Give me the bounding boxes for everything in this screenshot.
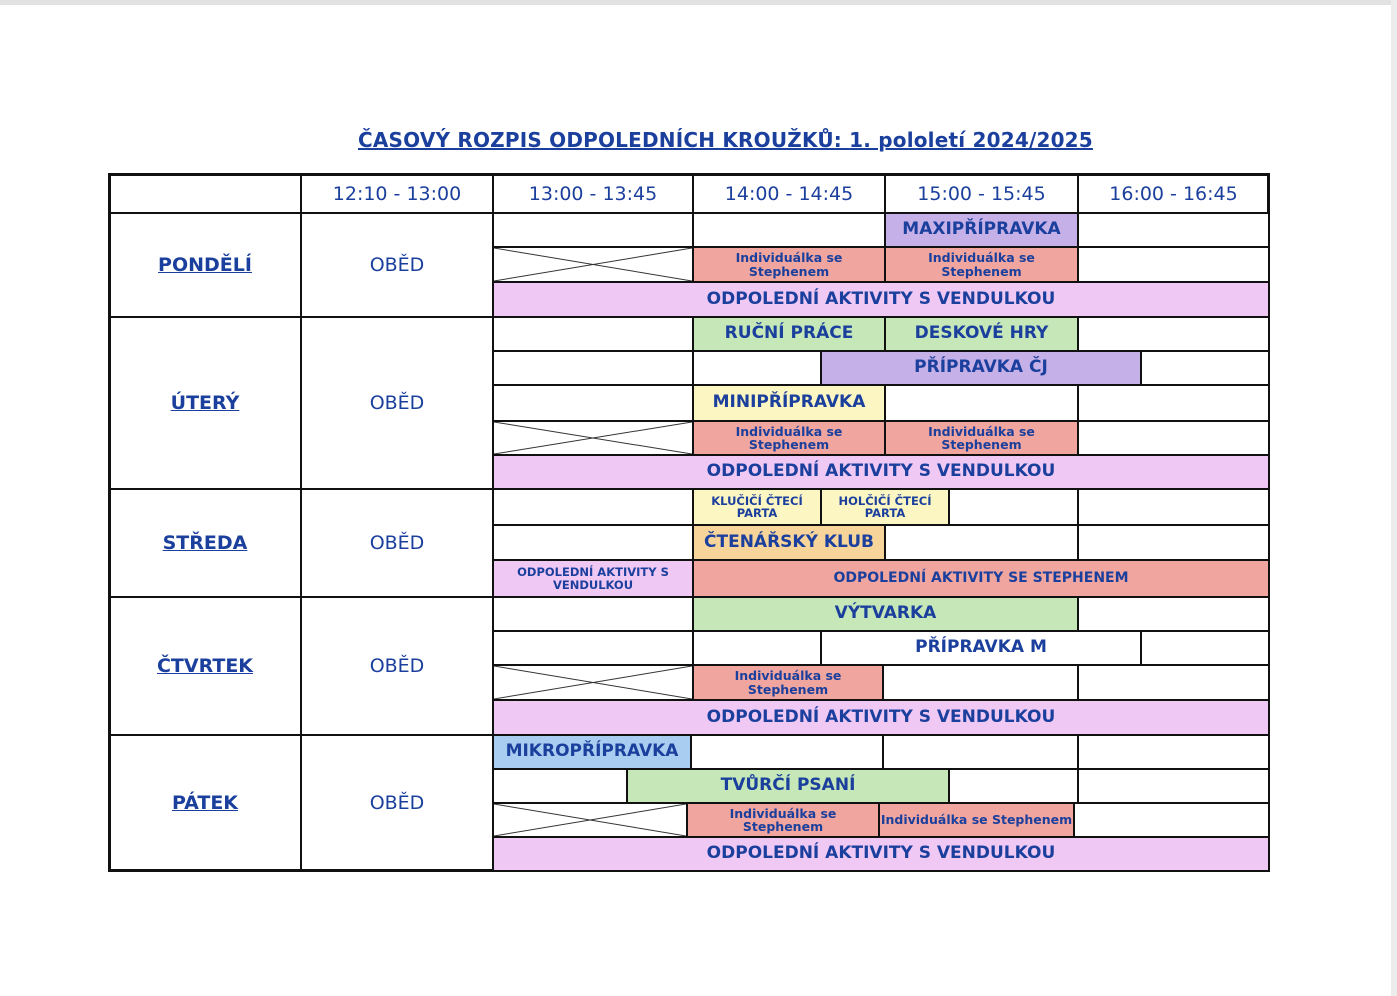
activity-holcici-cteci-parta: HOLČIČÍ ČTECÍ PARTA [820, 488, 950, 526]
activity-tvurci-psani: TVŮRČÍ PSANÍ [626, 768, 950, 804]
empty-cell [1077, 316, 1270, 352]
empty-cell [1077, 596, 1270, 632]
day-wednesday: STŘEDA [108, 488, 302, 598]
crossed-out-cell [492, 664, 694, 701]
activity-vendulka: ODPOLEDNÍ AKTIVITY S VENDULKOU [492, 699, 1270, 736]
header-time-5: 16:00 - 16:45 [1077, 173, 1270, 214]
activity-pripravka-m: PŘÍPRAVKA M [820, 630, 1142, 666]
title-prefix: ČASOVÝ ROZPIS ODPOLEDNÍCH KROUŽKŮ: [358, 128, 842, 152]
empty-cell [1077, 420, 1270, 456]
header-time-2: 13:00 - 13:45 [492, 173, 694, 214]
empty-cell [1073, 802, 1270, 838]
lunch-monday: OBĚD [300, 212, 494, 318]
empty-cell [1140, 630, 1270, 666]
activity-individual: Individuálka se Stephenem [692, 420, 886, 456]
activity-vytvarka: VÝTVARKA [692, 596, 1079, 632]
activity-vendulka: ODPOLEDNÍ AKTIVITY S VENDULKOU [492, 836, 1270, 872]
day-tuesday: ÚTERÝ [108, 316, 302, 490]
empty-cell [884, 524, 1079, 561]
activity-stephen: ODPOLEDNÍ AKTIVITY SE STEPHENEM [692, 559, 1270, 598]
activity-individual: Individuálka se Stephenem [884, 420, 1079, 456]
lunch-tuesday: OBĚD [300, 316, 494, 490]
empty-cell [1077, 384, 1270, 422]
empty-cell [492, 350, 694, 386]
activity-maxipripravka: MAXIPŘÍPRAVKA [884, 212, 1079, 248]
lunch-wednesday: OBĚD [300, 488, 494, 598]
empty-cell [492, 524, 694, 561]
empty-cell [1077, 246, 1270, 283]
empty-cell [882, 664, 1079, 701]
empty-cell [1077, 524, 1270, 561]
title-suffix: 1. pololetí 2024/2025 [849, 128, 1093, 152]
empty-cell [1077, 768, 1270, 804]
empty-cell [492, 488, 694, 526]
page-top-edge [0, 0, 1397, 5]
activity-pripravka-cj: PŘÍPRAVKA ČJ [820, 350, 1142, 386]
empty-cell [1140, 350, 1270, 386]
empty-cell [692, 212, 886, 248]
activity-individual: Individuálka se Stephenem [686, 802, 880, 838]
activity-minipripravka: MINIPŘÍPRAVKA [692, 384, 886, 422]
empty-cell [948, 768, 1079, 804]
day-thursday: ČTVRTEK [108, 596, 302, 736]
page-title [358, 128, 1093, 152]
empty-cell [884, 384, 1079, 422]
header-time-3: 14:00 - 14:45 [692, 173, 886, 214]
activity-mikropripravka: MIKROPŘÍPRAVKA [492, 734, 692, 770]
empty-cell [1077, 664, 1270, 701]
activity-individual: Individuálka se Stephenem [878, 802, 1075, 838]
day-monday: PONDĚLÍ [108, 212, 302, 318]
header-time-1: 12:10 - 13:00 [300, 173, 494, 214]
activity-deskove-hry: DESKOVÉ HRY [884, 316, 1079, 352]
activity-vendulka: ODPOLEDNÍ AKTIVITY S VENDULKOU [492, 281, 1270, 318]
activity-individual: Individuálka se Stephenem [692, 246, 886, 283]
empty-cell [1077, 734, 1270, 770]
crossed-out-cell [492, 420, 694, 456]
activity-rucni-prace: RUČNÍ PRÁCE [692, 316, 886, 352]
empty-cell [948, 488, 1079, 526]
page-right-edge [1391, 0, 1397, 996]
activity-vendulka-short: ODPOLEDNÍ AKTIVITY S VENDULKOU [492, 559, 694, 598]
activity-klucici-cteci-parta: KLUČIČÍ ČTECÍ PARTA [692, 488, 822, 526]
empty-cell [692, 350, 822, 386]
crossed-out-cell [492, 802, 688, 838]
crossed-out-cell [492, 246, 694, 283]
empty-cell [492, 212, 694, 248]
empty-cell [692, 630, 822, 666]
activity-ctenarsky-klub: ČTENÁŘSKÝ KLUB [692, 524, 886, 561]
header-time-4: 15:00 - 15:45 [884, 173, 1079, 214]
empty-cell [492, 768, 628, 804]
empty-cell [492, 630, 694, 666]
empty-cell [690, 734, 884, 770]
empty-cell [492, 384, 694, 422]
activity-individual: Individuálka se Stephenem [884, 246, 1079, 283]
header-corner-cell [108, 173, 302, 214]
empty-cell [492, 596, 694, 632]
empty-cell [492, 316, 694, 352]
activity-vendulka: ODPOLEDNÍ AKTIVITY S VENDULKOU [492, 454, 1270, 490]
empty-cell [1077, 212, 1270, 248]
day-friday: PÁTEK [108, 734, 302, 872]
lunch-thursday: OBĚD [300, 596, 494, 736]
lunch-friday: OBĚD [300, 734, 494, 872]
empty-cell [1077, 488, 1270, 526]
empty-cell [882, 734, 1079, 770]
activity-individual: Individuálka se Stephenem [692, 664, 884, 701]
